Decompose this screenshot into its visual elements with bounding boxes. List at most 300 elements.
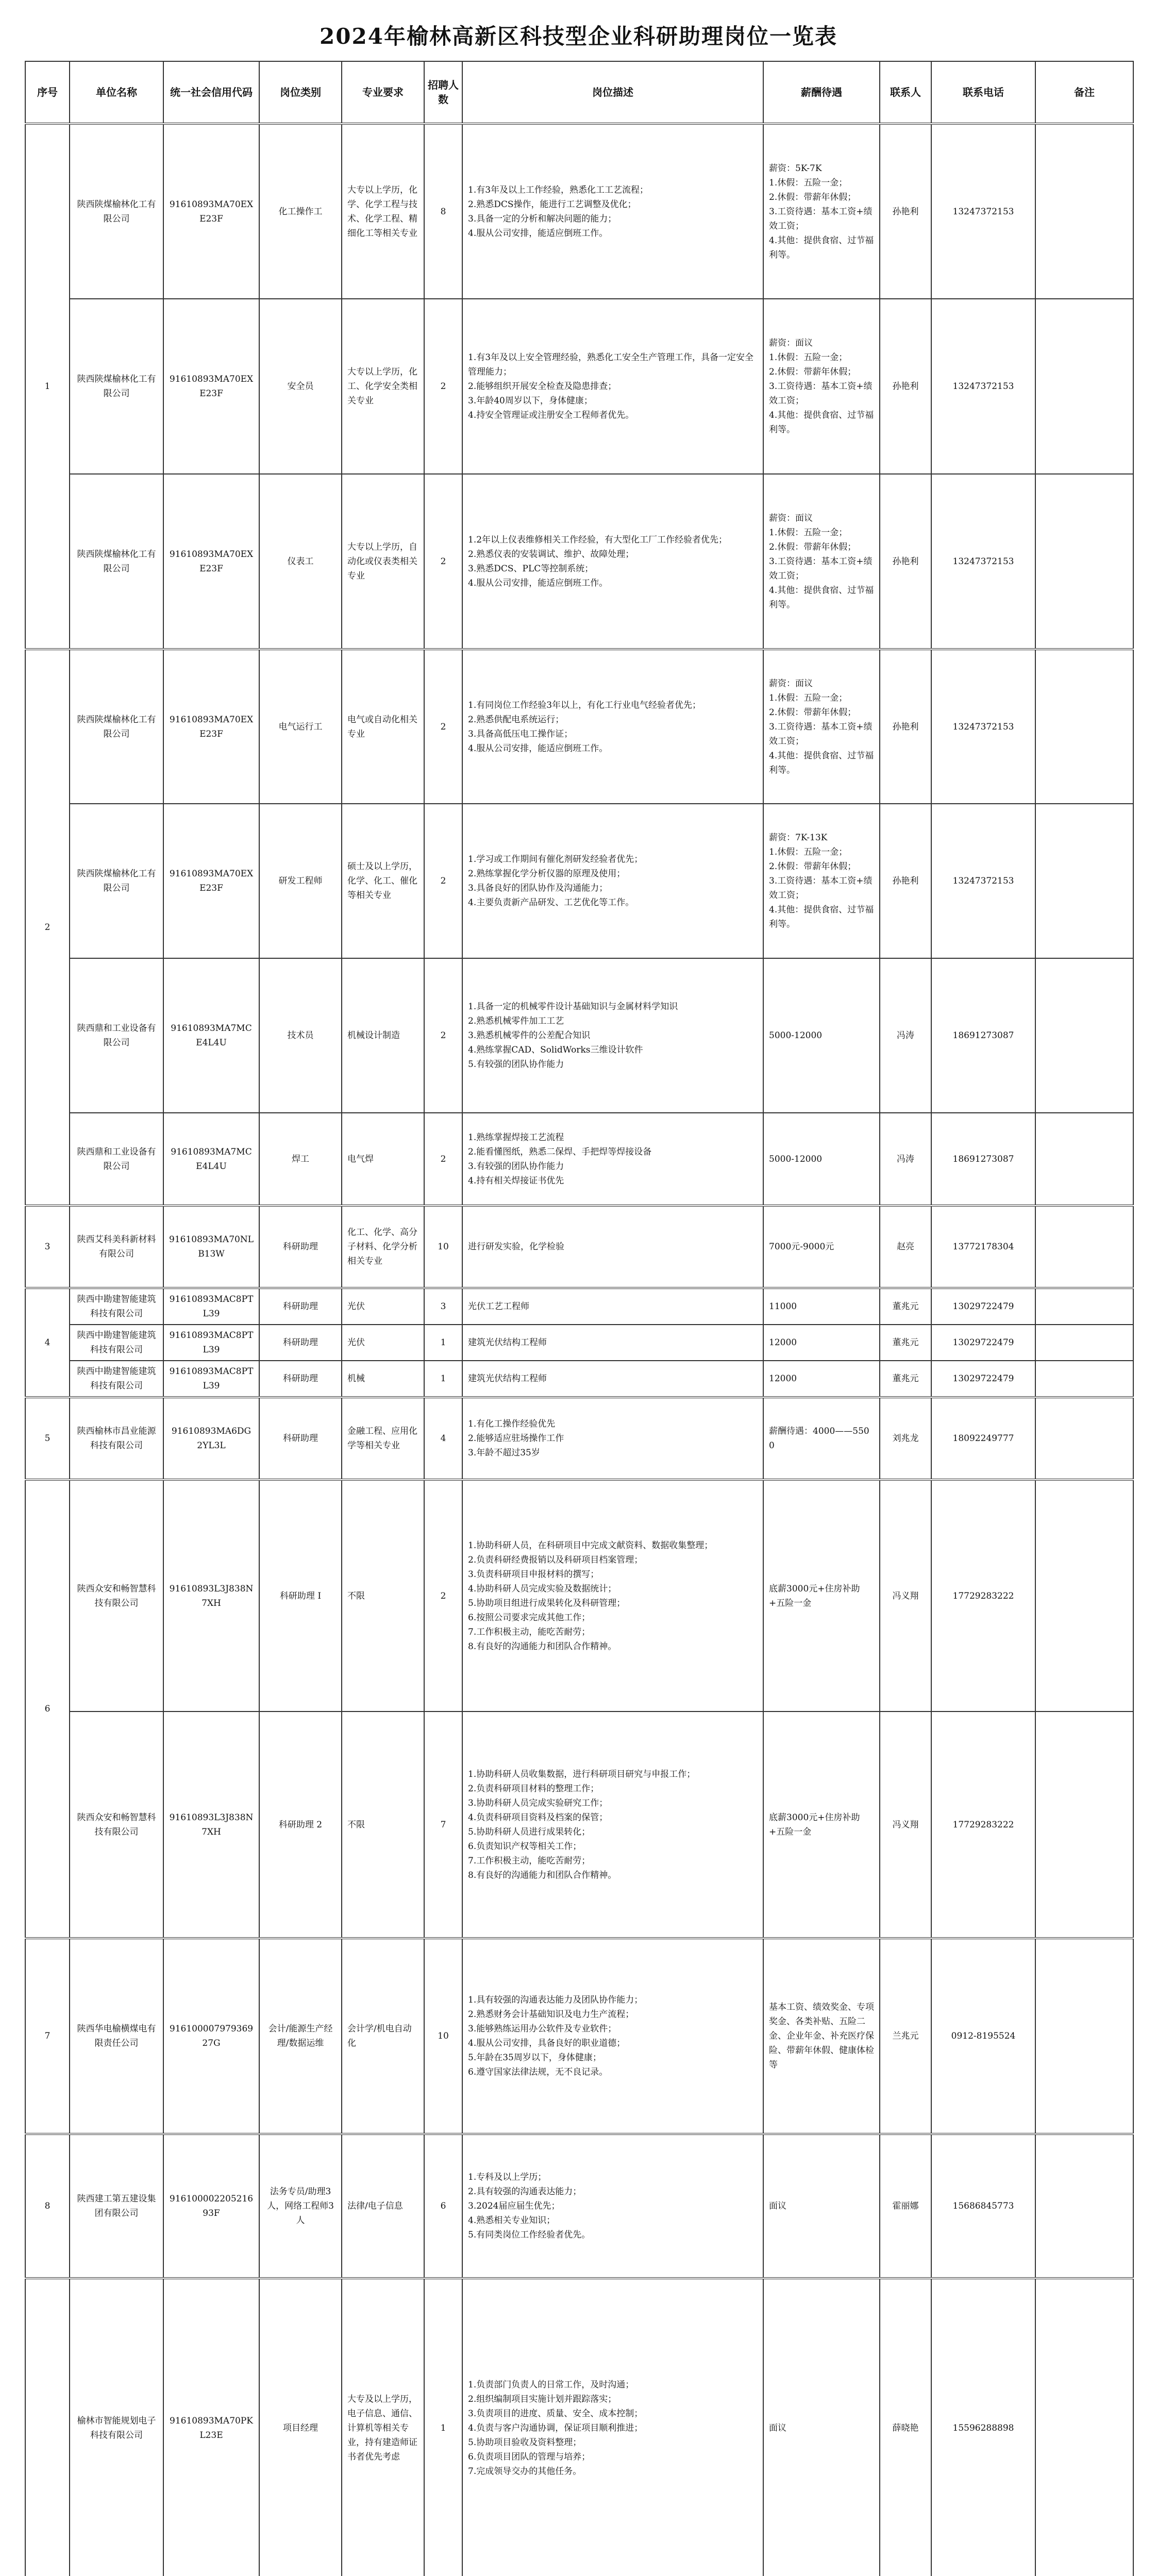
text-line: 4.服从公司安排，能适应倒班工作。 (468, 228, 608, 239)
text-line: 4.持有相关焊接证书优先 (468, 1175, 564, 1186)
salary-cell (763, 124, 880, 299)
major-requirement-cell: 化工、化学、高分子材料、化学分析相关专业 (342, 1206, 424, 1288)
company-name-cell: 陕西艾科美科新材料有限公司 (70, 1206, 163, 1288)
text-line: 2.能够组织开展安全检查及隐患排查； (468, 381, 617, 392)
position-category-cell: 化工操作工 (259, 124, 342, 299)
headcount-cell: 1 (424, 1361, 462, 1397)
text-line: 2.熟悉DCS操作，能进行工艺调整及优化； (468, 199, 636, 210)
text-line: 3.熟悉DCS、PLC等控制系统； (468, 563, 594, 574)
major-requirement-cell: 不限 (342, 1711, 424, 1938)
table-row (25, 1113, 1133, 1206)
company-name-cell: 陕西陕煤榆林化工有限公司 (70, 299, 163, 474)
remark-cell (1035, 1288, 1133, 1325)
text-line: 薪酬待遇：4000——5500 (769, 1426, 869, 1451)
text-line: 4.持安全管理证或注册安全工程师者优先。 (468, 410, 634, 420)
text-line: 4.负责与客户沟通协调，保证项目顺利推进； (468, 2422, 643, 2433)
text-line: 1.休假：五险一金； (769, 692, 848, 703)
table-row (25, 958, 1133, 1113)
salary-cell (763, 299, 880, 474)
remark-cell (1035, 1938, 1133, 2134)
remark-cell (1035, 1711, 1133, 1938)
major-requirement-cell: 光伏 (342, 1325, 424, 1361)
credit-code-cell: 91610893MA70NLB13W (163, 1206, 259, 1288)
text-line: 5.有同类岗位工作经验者优先。 (468, 2230, 591, 2240)
text-line: 5.协助科研人员进行成果转化； (468, 1826, 591, 1837)
job-description-cell (462, 2134, 763, 2278)
position-category-cell: 仪表工 (259, 474, 342, 649)
company-name-cell: 陕西鼎和工业设备有限公司 (70, 1113, 163, 1206)
position-category-cell: 科研助理 (259, 1206, 342, 1288)
header-cell: 岗位描述 (462, 61, 763, 124)
position-category-cell: 项目经理 (259, 2278, 342, 2576)
headcount-cell: 1 (424, 2278, 462, 2576)
text-line: 2.休假：带薪年休假； (769, 707, 857, 718)
text-line: 6.遵守国家法律法规，无不良记录。 (468, 2067, 608, 2077)
headcount-cell: 6 (424, 2134, 462, 2278)
header-cell: 序号 (25, 61, 70, 124)
text-line: 12000 (769, 1374, 797, 1384)
serial-number-cell: 6 (25, 1480, 70, 1938)
text-line: 3.负责项目的进度、质量、安全、成本控制； (468, 2408, 643, 2419)
major-requirement-cell: 大专以上学历，化学、化学工程与技术、化学工程、精细化工等相关专业 (342, 124, 424, 299)
text-line: 3.工资待遇：基本工资+绩效工资； (769, 381, 873, 406)
text-line: 薪资：面议 (769, 678, 813, 689)
text-line: 4.其他：提供食宿、过节福利等。 (769, 585, 874, 610)
text-line: 1.负责部门负责人的日常工作，及时沟通； (468, 2379, 634, 2390)
company-name-cell: 陕西中勘建智能建筑科技有限公司 (70, 1288, 163, 1325)
contact-person-cell: 冯涛 (880, 1113, 931, 1206)
headcount-cell: 2 (424, 958, 462, 1113)
text-line: 3.熟悉机械零件的公差配合知识 (468, 1030, 591, 1041)
salary-cell (763, 1938, 880, 2134)
salary-cell (763, 2134, 880, 2278)
text-line: 2.熟练掌握化学分析仪器的原理及使用； (468, 869, 626, 879)
phone-cell: 18092249777 (931, 1397, 1035, 1480)
contact-person-cell: 孙艳利 (880, 474, 931, 649)
job-description-cell (462, 1325, 763, 1361)
text-line: 3.2024届应届生优先； (468, 2201, 560, 2211)
text-line: 建筑光伏结构工程师 (468, 1337, 547, 1348)
position-category-cell: 科研助理 (259, 1288, 342, 1325)
position-category-cell: 科研助理 I (259, 1480, 342, 1711)
text-line: 5.协助项目组进行成果转化及科研管理； (468, 1598, 626, 1608)
text-line: 薪资：面议 (769, 338, 813, 348)
credit-code-cell: 91610000797936927G (163, 1938, 259, 2134)
salary-cell (763, 2278, 880, 2576)
contact-person-cell: 孙艳利 (880, 804, 931, 958)
major-requirement-cell: 电气焊 (342, 1113, 424, 1206)
text-line: 2.负责科研项目材料的整理工作； (468, 1783, 599, 1794)
text-line: 光伏工艺工程师 (468, 1301, 529, 1312)
text-line: 2.休假：带薪年休假； (769, 367, 857, 377)
header-cell: 统一社会信用代码 (163, 61, 259, 124)
major-requirement-cell: 不限 (342, 1480, 424, 1711)
headcount-cell: 2 (424, 299, 462, 474)
text-line: 3.年龄不超过35岁 (468, 1448, 540, 1458)
table-row (25, 649, 1133, 804)
text-line: 2.负责科研经费报销以及科研项目档案管理； (468, 1554, 643, 1565)
credit-code-cell: 91610893MA70PKL23E (163, 2278, 259, 2576)
table-row (25, 1480, 1133, 1711)
company-name-cell: 榆林市智能规划电子科技有限公司 (70, 2278, 163, 2576)
credit-code-cell: 91610893MA70EXE23F (163, 649, 259, 804)
remark-cell (1035, 1206, 1133, 1288)
salary-cell (763, 1288, 880, 1325)
phone-cell: 13247372153 (931, 299, 1035, 474)
text-line: 1.学习或工作期间有催化剂研发经验者优先； (468, 854, 643, 865)
contact-person-cell: 赵亮 (880, 1206, 931, 1288)
contact-person-cell: 董兆元 (880, 1325, 931, 1361)
document-title: 2024年榆林高新区科技型企业科研助理岗位一览表 (320, 24, 837, 49)
table-body (25, 124, 1133, 2576)
headcount-cell: 2 (424, 1480, 462, 1711)
text-line: 1.专科及以上学历； (468, 2172, 547, 2182)
text-line: 5000-12000 (769, 1030, 823, 1041)
major-requirement-cell: 电气或自动化相关专业 (342, 649, 424, 804)
text-line: 2.休假：带薪年休假； (769, 192, 857, 202)
text-line: 面议 (769, 2422, 786, 2433)
job-description-cell (462, 649, 763, 804)
table-row (25, 474, 1133, 649)
text-line: 2.熟悉供配电系统运行； (468, 714, 564, 725)
company-name-cell: 陕西陕煤榆林化工有限公司 (70, 124, 163, 299)
text-line: 面议 (769, 2201, 786, 2211)
salary-cell (763, 1325, 880, 1361)
text-line: 1.协助科研人员收集数据，进行科研项目研究与申报工作； (468, 1769, 696, 1780)
text-line: 12000 (769, 1337, 797, 1348)
text-line: 3.具备高低压电工操作证； (468, 728, 573, 739)
job-description-cell (462, 1480, 763, 1711)
remark-cell (1035, 299, 1133, 474)
salary-cell (763, 1711, 880, 1938)
text-line: 2.休假：带薪年休假； (769, 541, 857, 552)
text-line: 3.具备良好的团队协作及沟通能力； (468, 883, 608, 893)
headcount-cell: 2 (424, 804, 462, 958)
headcount-cell: 2 (424, 649, 462, 804)
contact-person-cell: 冯义翔 (880, 1480, 931, 1711)
contact-person-cell: 冯涛 (880, 958, 931, 1113)
company-name-cell: 陕西华电榆横煤电有限责任公司 (70, 1938, 163, 2134)
credit-code-cell: 91610893L3J838N7XH (163, 1480, 259, 1711)
text-line: 7.工作积极主动，能吃苦耐劳； (468, 1626, 591, 1637)
job-description-cell (462, 1288, 763, 1325)
phone-cell: 13029722479 (931, 1288, 1035, 1325)
table-row (25, 1711, 1133, 1938)
phone-cell: 13247372153 (931, 474, 1035, 649)
table-row (25, 1397, 1133, 1480)
text-line: 6.负责项目团队的管理与培养； (468, 2451, 591, 2462)
headcount-cell: 10 (424, 1938, 462, 2134)
header-cell: 岗位类别 (259, 61, 342, 124)
table-row (25, 1325, 1133, 1361)
phone-cell: 13029722479 (931, 1361, 1035, 1397)
major-requirement-cell: 硕士及以上学历，化学、化工、催化等相关专业 (342, 804, 424, 958)
salary-cell (763, 649, 880, 804)
table-row (25, 1938, 1133, 2134)
remark-cell (1035, 958, 1133, 1113)
major-requirement-cell: 金融工程、应用化学等相关专业 (342, 1397, 424, 1480)
text-line: 4.熟练掌握CAD、SolidWorks三维设计软件 (468, 1045, 643, 1055)
company-name-cell: 陕西陕煤榆林化工有限公司 (70, 474, 163, 649)
text-line: 2.组织编制项目实施计划并跟踪落实； (468, 2394, 617, 2404)
text-line: 2.熟悉财务会计基础知识及电力生产流程； (468, 2009, 634, 2020)
phone-cell: 17729283222 (931, 1711, 1035, 1938)
salary-cell (763, 958, 880, 1113)
phone-cell: 18691273087 (931, 1113, 1035, 1206)
credit-code-cell: 91610893MAC8PTL39 (163, 1361, 259, 1397)
company-name-cell: 陕西众安和畅智慧科技有限公司 (70, 1711, 163, 1938)
serial-number-cell: 5 (25, 1397, 70, 1480)
credit-code-cell: 91610893MA70EXE23F (163, 124, 259, 299)
text-line: 1.休假：五险一金； (769, 352, 848, 363)
phone-cell: 18691273087 (931, 958, 1035, 1113)
text-line: 建筑光伏结构工程师 (468, 1374, 547, 1384)
text-line: 5000-12000 (769, 1154, 823, 1164)
text-line: 1.休假：五险一金； (769, 177, 848, 188)
remark-cell (1035, 804, 1133, 958)
job-description-cell (462, 1113, 763, 1206)
text-line: 底薪3000元+住房补助+五险一金 (769, 1583, 860, 1608)
contact-person-cell: 冯义翔 (880, 1711, 931, 1938)
text-line: 2.熟悉仪表的安装调试、维护、故障处理； (468, 549, 634, 560)
phone-cell: 17729283222 (931, 1480, 1035, 1711)
headcount-cell: 3 (424, 1288, 462, 1325)
job-description-cell (462, 804, 763, 958)
phone-cell: 13247372153 (931, 649, 1035, 804)
remark-cell (1035, 649, 1133, 804)
phone-cell: 13029722479 (931, 1325, 1035, 1361)
credit-code-cell: 91610893MA6DG2YL3L (163, 1397, 259, 1480)
text-line: 2.能够适应驻场操作工作 (468, 1433, 564, 1444)
position-category-cell: 科研助理 (259, 1397, 342, 1480)
contact-person-cell: 刘兆龙 (880, 1397, 931, 1480)
salary-cell (763, 1480, 880, 1711)
salary-cell (763, 1206, 880, 1288)
text-line: 4.其他：提供食宿、过节福利等。 (769, 750, 874, 775)
text-line: 3.负责科研项目申报材料的撰写； (468, 1569, 599, 1580)
credit-code-cell: 91610893MAC8PTL39 (163, 1325, 259, 1361)
header-cell: 薪酬待遇 (763, 61, 880, 124)
header-cell: 单位名称 (70, 61, 163, 124)
text-line: 3.具备一定的分析和解决问题的能力； (468, 213, 617, 224)
contact-person-cell: 孙艳利 (880, 124, 931, 299)
contact-person-cell: 董兆元 (880, 1361, 931, 1397)
table-row (25, 124, 1133, 299)
headcount-cell: 4 (424, 1397, 462, 1480)
company-name-cell: 陕西众安和畅智慧科技有限公司 (70, 1480, 163, 1711)
text-line: 3.能够熟练运用办公软件及专业软件； (468, 2024, 617, 2034)
text-line: 3.工资待遇：基本工资+绩效工资； (769, 721, 873, 747)
text-line: 1.有3年及以上工作经验，熟悉化工工艺流程； (468, 184, 649, 195)
text-line: 2.能看懂图纸，熟悉二保焊、手把焊等焊接设备 (468, 1146, 652, 1157)
text-line: 4.其他：提供食宿、过节福利等。 (769, 235, 874, 260)
remark-cell (1035, 1361, 1133, 1397)
serial-number-cell: 8 (25, 2134, 70, 2278)
credit-code-cell: 91610000220521693F (163, 2134, 259, 2278)
serial-number-cell: 3 (25, 1206, 70, 1288)
header-cell: 联系人 (880, 61, 931, 124)
table-row (25, 299, 1133, 474)
remark-cell (1035, 1397, 1133, 1480)
company-name-cell: 陕西榆林市昌业能源科技有限公司 (70, 1397, 163, 1480)
position-category-cell: 焊工 (259, 1113, 342, 1206)
major-requirement-cell: 光伏 (342, 1288, 424, 1325)
job-description-cell (462, 1938, 763, 2134)
text-line: 1.具备一定的机械零件设计基础知识与金属材料学知识 (468, 1002, 678, 1012)
text-line: 1.休假：五险一金； (769, 847, 848, 857)
company-name-cell: 陕西陕煤榆林化工有限公司 (70, 804, 163, 958)
phone-cell: 13247372153 (931, 124, 1035, 299)
company-name-cell: 陕西中勘建智能建筑科技有限公司 (70, 1325, 163, 1361)
text-line: 1.休假：五险一金； (769, 527, 848, 538)
salary-cell (763, 474, 880, 649)
phone-cell: 15686845773 (931, 2134, 1035, 2278)
text-line: 进行研发实验，化学检验 (468, 1242, 564, 1252)
credit-code-cell: 91610893MA70EXE23F (163, 299, 259, 474)
remark-cell (1035, 1113, 1133, 1206)
credit-code-cell: 91610893MA70EXE23F (163, 474, 259, 649)
contact-person-cell: 薛晓艳 (880, 2278, 931, 2576)
text-line: 2.休假：带薪年休假； (769, 861, 857, 872)
text-line: 3.工资待遇：基本工资+绩效工资； (769, 556, 873, 581)
major-requirement-cell: 大专及以上学历，电子信息、通信、计算机等相关专业，持有建造师证书者优先考虑 (342, 2278, 424, 2576)
phone-cell: 15596288898 (931, 2278, 1035, 2576)
text-line: 1.2年以上仪表维修相关工作经验，有大型化工厂工作经验者优先； (468, 534, 728, 545)
salary-cell (763, 804, 880, 958)
text-line: 底薪3000元+住房补助+五险一金 (769, 1812, 860, 1837)
table-row (25, 804, 1133, 958)
text-line: 7000元-9000元 (769, 1242, 834, 1252)
text-line: 6.负责知识产权等相关工作； (468, 1841, 582, 1852)
text-line: 7.完成领导交办的其他任务。 (468, 2466, 582, 2477)
text-line: 5.协助项目验收及资料整理； (468, 2437, 582, 2448)
major-requirement-cell: 会计学/机电自动化 (342, 1938, 424, 2134)
text-line: 4.服从公司安排，具备良好的职业道德； (468, 2038, 626, 2048)
table-row (25, 1361, 1133, 1397)
remark-cell (1035, 1325, 1133, 1361)
major-requirement-cell: 机械 (342, 1361, 424, 1397)
contact-person-cell: 霍丽娜 (880, 2134, 931, 2278)
position-category-cell: 技术员 (259, 958, 342, 1113)
job-description-cell (462, 299, 763, 474)
header-cell: 专业要求 (342, 61, 424, 124)
text-line: 薪资：面议 (769, 513, 813, 523)
company-name-cell: 陕西中勘建智能建筑科技有限公司 (70, 1361, 163, 1397)
text-line: 4.协助科研人员完成实验及数据统计； (468, 1583, 617, 1594)
text-line: 5.有较强的团队协作能力 (468, 1059, 564, 1070)
table-row (25, 1288, 1133, 1325)
position-category-cell: 会计/能源生产经理/数据运维 (259, 1938, 342, 2134)
headcount-cell: 1 (424, 1325, 462, 1361)
remark-cell (1035, 124, 1133, 299)
job-description-cell (462, 1206, 763, 1288)
serial-number-cell: 1 (25, 124, 70, 649)
job-description-cell (462, 1397, 763, 1480)
job-description-cell (462, 958, 763, 1113)
credit-code-cell: 91610893MA7MCE4L4U (163, 1113, 259, 1206)
table-header-row (25, 61, 1133, 124)
position-category-cell: 法务专员/助理3人，网络工程师3人 (259, 2134, 342, 2278)
table-row (25, 2278, 1133, 2576)
remark-cell (1035, 474, 1133, 649)
contact-person-cell: 孙艳利 (880, 649, 931, 804)
contact-person-cell: 兰兆元 (880, 1938, 931, 2134)
text-line: 3.工资待遇：基本工资+绩效工资； (769, 876, 873, 901)
position-category-cell: 科研助理 (259, 1361, 342, 1397)
text-line: 6.按照公司要求完成其他工作； (468, 1612, 591, 1623)
text-line: 薪资：7K-13K (769, 833, 828, 843)
position-category-cell: 科研助理 (259, 1325, 342, 1361)
table-row (25, 2134, 1133, 2278)
salary-cell (763, 1397, 880, 1480)
position-category-cell: 电气运行工 (259, 649, 342, 804)
text-line: 薪资：5K-7K (769, 163, 822, 174)
phone-cell: 13247372153 (931, 804, 1035, 958)
headcount-cell: 10 (424, 1206, 462, 1288)
job-description-cell (462, 474, 763, 649)
position-category-cell: 安全员 (259, 299, 342, 474)
text-line: 1.有化工操作经验优先 (468, 1419, 556, 1429)
text-line: 8.有良好的沟通能力和团队合作精神。 (468, 1641, 617, 1652)
major-requirement-cell: 机械设计制造 (342, 958, 424, 1113)
text-line: 4.其他：提供食宿、过节福利等。 (769, 410, 874, 435)
credit-code-cell: 91610893L3J838N7XH (163, 1711, 259, 1938)
contact-person-cell: 董兆元 (880, 1288, 931, 1325)
text-line: 3.有较强的团队协作能力 (468, 1161, 564, 1172)
credit-code-cell: 91610893MAC8PTL39 (163, 1288, 259, 1325)
remark-cell (1035, 2134, 1133, 2278)
remark-cell (1035, 2278, 1133, 2576)
header-cell: 联系电话 (931, 61, 1035, 124)
major-requirement-cell: 大专以上学历，自动化或仪表类相关专业 (342, 474, 424, 649)
phone-cell: 13772178304 (931, 1206, 1035, 1288)
text-line: 基本工资、绩效奖金、专项奖金、各类补贴、五险二金、企业年金、补充医疗保险、带薪年休假、健康体检等 (769, 2002, 874, 2070)
credit-code-cell: 91610893MA7MCE4L4U (163, 958, 259, 1113)
text-line: 1.具有较强的沟通表达能力及团队协作能力； (468, 1995, 643, 2005)
major-requirement-cell: 法律/电子信息 (342, 2134, 424, 2278)
text-line: 5.年龄在35周岁以下，身体健康； (468, 2053, 601, 2063)
serial-number-cell: 4 (25, 1288, 70, 1397)
text-line: 1.协助科研人员，在科研项目中完成文献资料、数据收集整理； (468, 1540, 713, 1551)
job-description-cell (462, 1711, 763, 1938)
text-line: 4.主要负责新产品研发、工艺优化等工作。 (468, 897, 634, 908)
headcount-cell: 7 (424, 1711, 462, 1938)
serial-number-cell: 7 (25, 1938, 70, 2134)
position-category-cell: 科研助理 2 (259, 1711, 342, 1938)
contact-person-cell: 孙艳利 (880, 299, 931, 474)
company-name-cell: 陕西陕煤榆林化工有限公司 (70, 649, 163, 804)
company-name-cell: 陕西鼎和工业设备有限公司 (70, 958, 163, 1113)
position-category-cell: 研发工程师 (259, 804, 342, 958)
text-line: 3.工资待遇：基本工资+绩效工资； (769, 206, 873, 231)
text-line: 4.服从公司安排，能适应倒班工作。 (468, 578, 608, 588)
company-name-cell: 陕西建工第五建设集团有限公司 (70, 2134, 163, 2278)
text-line: 7.工作积极主动，能吃苦耐劳； (468, 1855, 591, 1866)
salary-cell (763, 1361, 880, 1397)
text-line: 4.其他：提供食宿、过节福利等。 (769, 905, 874, 929)
phone-cell: 0912-8195524 (931, 1938, 1035, 2134)
headcount-cell: 2 (424, 1113, 462, 1206)
salary-cell (763, 1113, 880, 1206)
header-cell: 招聘人数 (424, 61, 462, 124)
headcount-cell: 8 (424, 124, 462, 299)
text-line: 2.具有较强的沟通表达能力； (468, 2187, 582, 2197)
text-line: 1.有3年及以上安全管理经验，熟悉化工安全生产管理工作，具备一定安全管理能力； (468, 352, 754, 377)
job-description-cell (462, 1361, 763, 1397)
text-line: 3.协助科研人员完成实验研究工作； (468, 1798, 608, 1808)
remark-cell (1035, 1480, 1133, 1711)
serial-number-cell (25, 2278, 70, 2576)
